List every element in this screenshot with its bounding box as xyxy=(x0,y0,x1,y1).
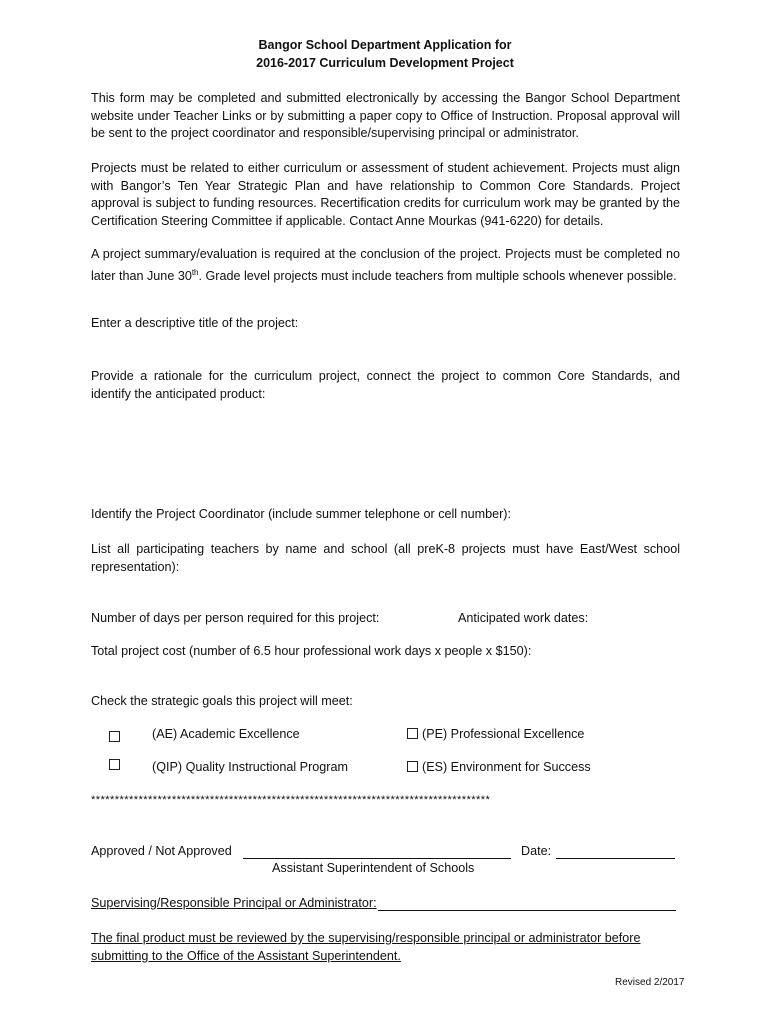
quality-instructional-program-label: (QIP) Quality Instructional Program xyxy=(152,760,348,774)
final-product-note: The final product must be reviewed by the supervising/responsible principal or administrator before submitting to the Office of the Assistant Superintendent. xyxy=(91,931,641,963)
approval-label: Approved / Not Approved xyxy=(91,844,232,858)
environment-for-success-checkbox[interactable] xyxy=(407,761,418,772)
form-title-line-2: 2016-2017 Curriculum Development Project xyxy=(256,56,514,70)
date-line[interactable] xyxy=(556,858,675,859)
days-per-person-prompt: Number of days per person required for this project: xyxy=(91,611,380,625)
academic-excellence-checkbox[interactable] xyxy=(109,731,120,742)
assistant-superintendent-caption: Assistant Superintendent of Schools xyxy=(272,861,475,875)
quality-instructional-program-checkbox[interactable] xyxy=(109,759,120,770)
academic-excellence-label: (AE) Academic Excellence xyxy=(152,727,300,741)
intro-paragraph-deadline: A project summary/evaluation is required at the conclusion of the project. Projects must be completed no later than June 30th. Grade level projects must include teachers from multiple schools whenever possible. xyxy=(91,247,680,283)
professional-excellence-label: (PE) Professional Excellence xyxy=(422,727,585,741)
supervising-principal-label: Supervising/Responsible Principal or Administrator: xyxy=(91,896,377,910)
approval-signature-line[interactable] xyxy=(243,858,511,859)
professional-excellence-checkbox[interactable] xyxy=(407,728,418,739)
intro-paragraph-submission: This form may be completed and submitted electronically by accessing the Bangor School Department website under Teacher Links or by submitting a paper copy to Office of Instruction. Proposal approval will be sent to the project coordinator and responsible/supervising principal or administrator. xyxy=(91,91,680,140)
superscript-th: th xyxy=(191,267,199,277)
total-cost-prompt: Total project cost (number of 6.5 hour professional work days x people x $150): xyxy=(91,644,532,658)
date-label: Date: xyxy=(521,844,552,858)
coordinator-prompt: Identify the Project Coordinator (include summer telephone or cell number): xyxy=(91,507,511,521)
environment-for-success-label: (ES) Environment for Success xyxy=(422,760,591,774)
rationale-prompt: Provide a rationale for the curriculum project, connect the project to common Core Standards, and identify the anticipated product: xyxy=(91,369,680,401)
project-title-prompt: Enter a descriptive title of the project: xyxy=(91,316,299,330)
form-title-line-1: Bangor School Department Application for xyxy=(258,38,512,52)
revision-date: Revised 2/2017 xyxy=(615,977,685,988)
asterisk-separator: ************************************************************************************ xyxy=(91,794,491,806)
work-dates-prompt: Anticipated work dates: xyxy=(458,611,589,625)
intro-paragraph-requirements: Projects must be related to either curriculum or assessment of student achievement. Projects must align with Bangor’s Ten Year Strategic Plan and have relationship to Common Core Standards. Project approval is subject to funding resources. Recertification credits for curriculum work may be granted by the Certification Steering Committee if applicable. Contact Anne Mourkas (941-6220) for details. xyxy=(91,161,680,228)
participating-teachers-prompt: List all participating teachers by name and school (all preK-8 projects must have East/West school representation): xyxy=(91,542,680,574)
supervising-principal-line[interactable] xyxy=(378,910,676,911)
strategic-goals-prompt: Check the strategic goals this project will meet: xyxy=(91,694,353,708)
